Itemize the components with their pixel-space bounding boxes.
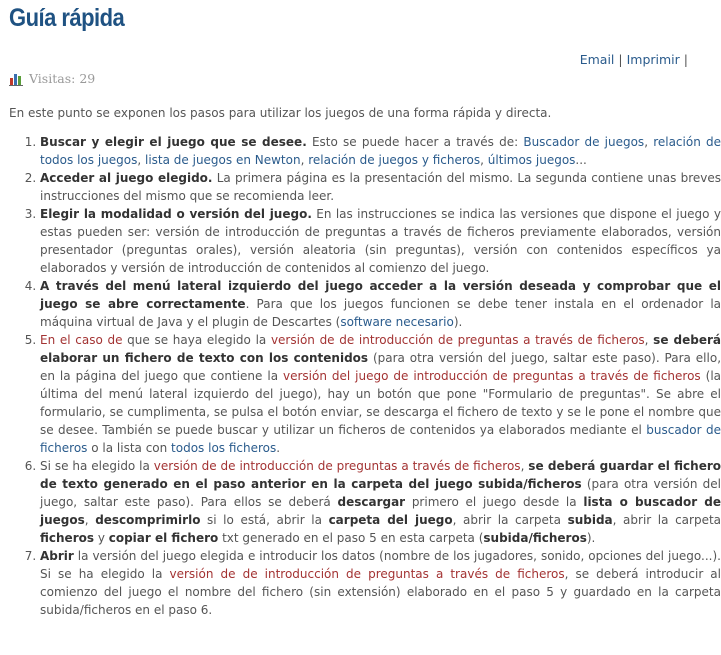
step-text: , se deberá introducir al comienzo del juego el nombre del fichero (sin extensión) elaborado en el paso 5 y guardado en la carpeta subida/ficheros en el paso 6. [40,567,721,617]
step-keyword: ficheros [40,531,94,545]
step-heading: A través del menú lateral izquierdo del juego acceder a la versión deseada y comprobar que el juego se abre correctamente [40,279,721,311]
list-item [40,169,721,205]
step-text: En las instrucciones se indica las versiones que dispone el juego y estas pueden ser: versión de introducción de preguntas a través de ficheros previamente elaborados, versión presentador (preguntas orales), versión aleatoria (sin preguntas), versión con contenidos específicos ya elaborados y versión de introducción de contenidos al comienzo del juego. [40,207,721,275]
step-text: , [300,153,309,167]
step-text: (la última del menú lateral izquierdo del juego), hay un botón que pone "Formulario de preguntas". Se abre el formulario, se cumplimenta, se pulsa el botón enviar, se descarga el fichero de texto y se le pone el nombre que se desee. También se puede buscar y utilizar un ficheros de contenidos ya elaborados mediante el [40,369,721,437]
step-text: . Para que los juegos funcionen se debe tener instala en el ordenador la máquina virtual de Java y el plugin de Descartes ( [40,297,721,329]
separator: | [683,52,688,67]
email-link[interactable]: Email [579,52,615,67]
step-text: si lo está, abrir la [200,513,329,527]
list-item [40,457,721,547]
step-heading: Elegir la modalidad o versión del juego. [40,207,312,221]
bar-chart-icon [9,72,25,86]
step-text: ). [453,315,463,329]
step-heading: se deberá elaborar un fichero de texto con los contenidos [40,333,721,365]
list-item [40,133,721,169]
step-text: , abrir la carpeta [612,513,721,527]
print-link[interactable]: Imprimir [626,52,680,67]
step-text: que se haya elegido la [122,333,271,347]
step-text: (para otra versión del juego, saltar este paso). Para ello, en la página del juego que contiene la [40,351,721,383]
steps-list [9,133,721,619]
step-keyword: lista o buscador de juegos [40,495,721,527]
step-highlight: versión del juego de introducción de preguntas a través de ficheros [283,369,701,383]
step-text: primero el juego desde la [405,495,584,509]
list-item [40,205,721,277]
list-item [40,277,721,331]
separator: | [618,52,623,67]
step-text: la versión del juego elegida e introducir los datos (nombre de los jugadores, sonido, opciones del juego...). Si se ha elegido la [40,549,721,581]
step-heading: Abrir [40,549,74,563]
article-actions [580,52,688,67]
step-text: , [644,333,654,347]
step-highlight: versión de de introducción de preguntas a través de ficheros [169,567,565,581]
step-text: , [520,459,529,473]
step-keyword: subida/ficheros [483,531,587,545]
link-software-necesario[interactable]: software necesario [340,315,454,329]
link-buscador-ficheros[interactable]: buscador de ficheros [40,423,721,455]
step-heading: Acceder al juego elegido. [40,171,213,185]
list-item [40,331,721,457]
step-text: , [480,153,488,167]
step-heading: se deberá guardar el fichero de texto generado en el paso anterior en la carpeta del juego subida/ficheros [40,459,721,491]
link-juegos-ficheros[interactable]: relación de juegos y ficheros [308,153,481,167]
link-juegos-newton[interactable]: lista de juegos en Newton [145,153,301,167]
link-todos-juegos[interactable]: relación de todos los juegos [40,135,721,167]
step-text: , [137,153,145,167]
step-text: ... [575,153,587,167]
step-text: Si se ha elegido la [40,459,154,473]
visits-count: 29 [79,71,96,86]
step-keyword: subida [567,513,613,527]
page-title: Guía rápida [9,4,125,32]
step-keyword: copiar el fichero [108,531,219,545]
step-text: . [276,441,281,455]
link-ultimos-juegos[interactable]: últimos juegos [487,153,576,167]
step-text: Esto se puede hacer a través de: [306,135,524,149]
step-text: y [94,531,109,545]
step-highlight: versión de de introducción de preguntas a través de ficheros [270,333,645,347]
step-heading: Buscar y elegir el juego que se desee. [40,135,307,149]
step-highlight: versión de de introducción de preguntas a través de ficheros [153,459,521,473]
step-text: , abrir la carpeta [452,513,568,527]
list-item [40,547,721,619]
step-keyword: descomprimirlo [95,513,201,527]
intro-text: En este punto se exponen los pasos para utilizar los juegos de una forma rápida y directa. [9,106,552,120]
step-text: , [644,135,654,149]
visits-label: Visitas: [29,71,76,86]
step-text: (para otra versión del juego, saltar este paso). Para ellos se deberá [40,477,721,509]
step-text: ). [586,531,596,545]
visits-counter [9,71,95,86]
step-keyword: descargar [337,495,406,509]
link-buscador-juegos[interactable]: Buscador de juegos [523,135,645,149]
step-text: La primera página es la presentación del mismo. La segunda contiene unas breves instrucciones del mismo que se recomienda leer. [40,171,721,203]
link-todos-ficheros[interactable]: todos los ficheros [171,441,277,455]
step-text: txt generado en el paso 5 en esta carpeta ( [218,531,484,545]
step-text: , [84,513,96,527]
step-keyword: carpeta del juego [328,513,453,527]
step-highlight: En el caso de [40,333,123,347]
step-text: o la lista con [87,441,172,455]
